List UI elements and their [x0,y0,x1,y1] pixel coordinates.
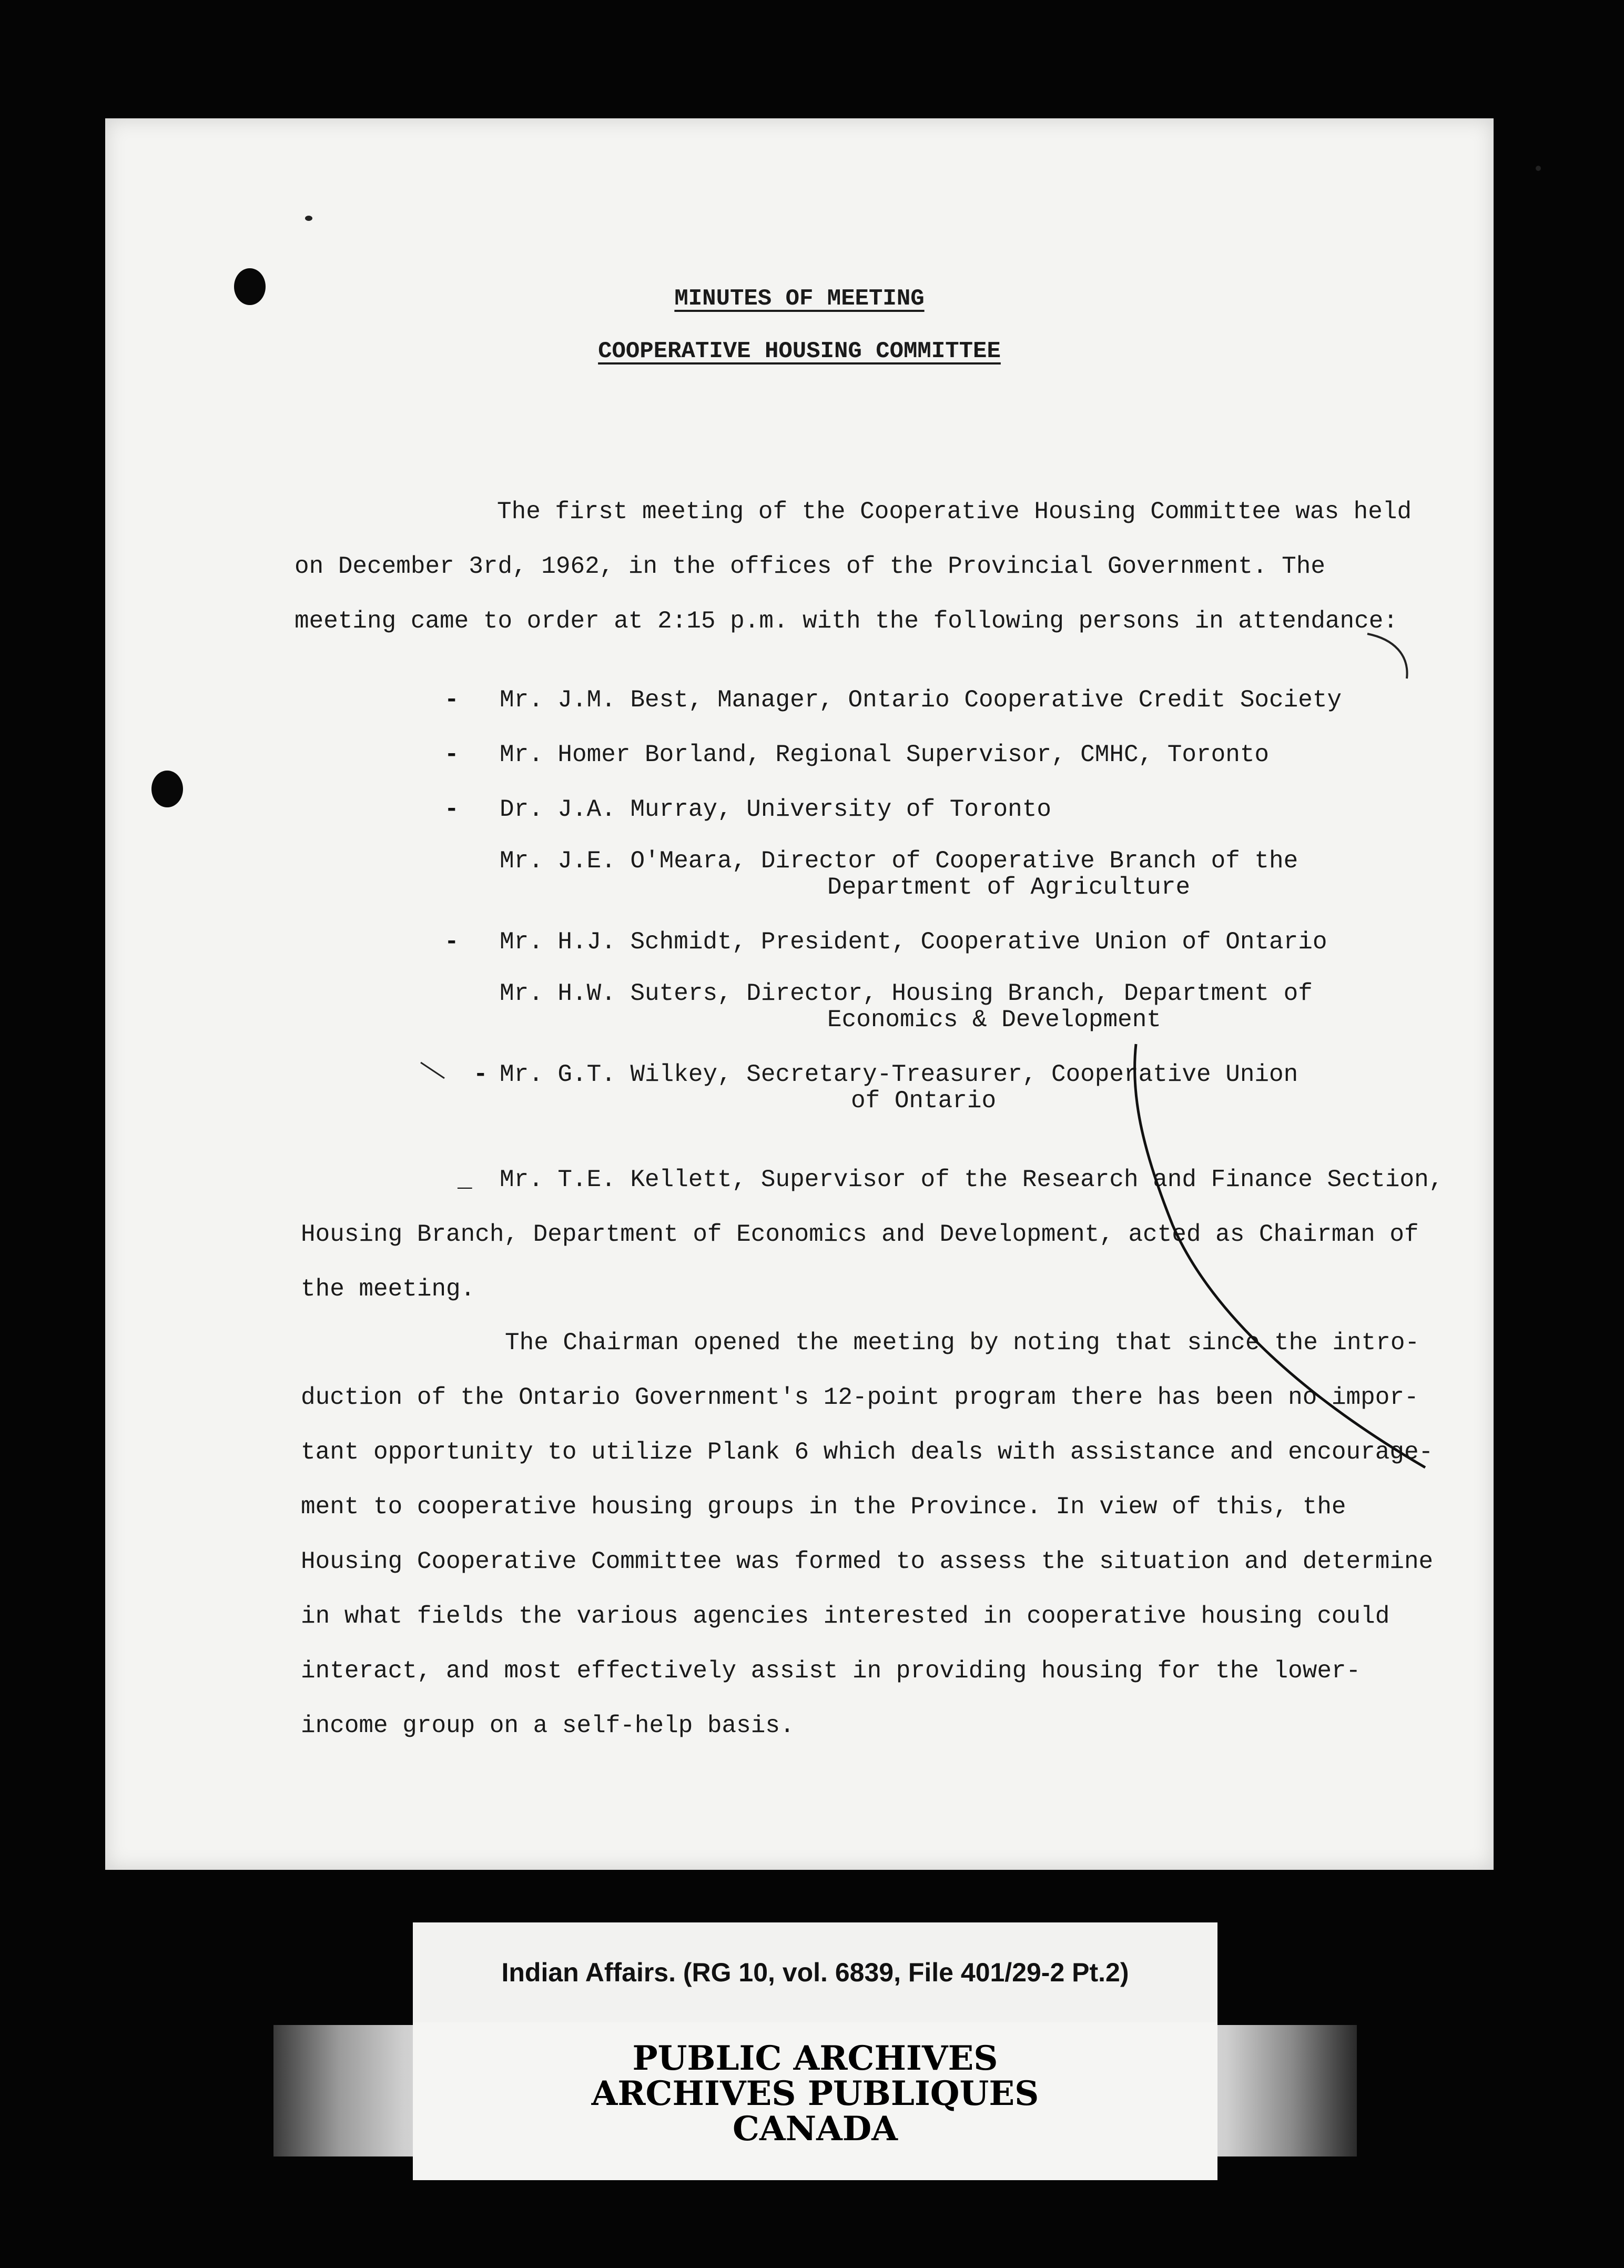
attendee-line: Department of Agriculture [827,874,1191,901]
stamp-line: ARCHIVES PUBLIQUES [591,2074,1039,2114]
attendee-line: Mr. J.M. Best, Manager, Ontario Cooperative Credit Society [500,686,1342,714]
body-line: ment to cooperative housing groups in the Province. In view of this, the [301,1493,1346,1521]
attendee-line: of Ontario [851,1087,997,1115]
intro-line: meeting came to order at 2:15 p.m. with the following persons in attendance: [295,608,1398,635]
attendee-mark: - [444,796,459,823]
document-title: MINUTES OF MEETING [674,286,925,312]
attendee-line: Dr. J.A. Murray, University of Toronto [500,796,1051,823]
intro-line: The first meeting of the Cooperative Housing Committee was held [497,498,1412,525]
attendee-mark: - [444,686,459,714]
stamp-line: PUBLIC ARCHIVES [632,2039,998,2078]
archives-stamp [413,2041,1217,2147]
body-line: Housing Cooperative Committee was formed to assess the situation and determine [301,1548,1434,1575]
intro-line: on December 3rd, 1962, in the offices of the Provincial Government. The [295,553,1325,580]
attendee-line: Mr. G.T. Wilkey, Secretary-Treasurer, Cooperative Union [500,1061,1298,1088]
chairman-line: Mr. T.E. Kellett, Supervisor of the Research and Finance Section, [500,1166,1444,1193]
body-line: The Chairman opened the meeting by noting that since the intro- [505,1329,1420,1356]
body-line: duction of the Ontario Government's 12-point program there has been no impor- [301,1384,1419,1411]
attendee-line: Mr. J.E. O'Meara, Director of Cooperative Branch of the [500,847,1298,875]
archive-label-text: Indian Affairs. (RG 10, vol. 6839, File 401/29-2 Pt.2) [501,1958,1129,1987]
body-line: income group on a self-help basis. [301,1712,795,1739]
attendee-line: Mr. Homer Borland, Regional Supervisor, CMHC, Toronto [500,741,1270,768]
attendee-line: Economics & Development [827,1006,1161,1034]
attendee-line: Mr. H.W. Suters, Director, Housing Branch, Department of [500,980,1313,1007]
chairman-mark: _ [458,1166,472,1193]
attendee-mark: - [444,928,459,956]
body-line: tant opportunity to utilize Plank 6 which deals with assistance and encourage- [301,1439,1434,1466]
chairman-line: Housing Branch, Department of Economics and Development, acted as Chairman of [301,1221,1419,1248]
document-subtitle: COOPERATIVE HOUSING COMMITTEE [598,338,1001,364]
attendee-mark: - [473,1061,488,1088]
attendee-line: Mr. H.J. Schmidt, President, Cooperative Union of Ontario [500,928,1327,956]
body-line: interact, and most effectively assist in providing housing for the lower- [301,1657,1361,1685]
body-line: in what fields the various agencies interested in cooperative housing could [301,1603,1390,1630]
chairman-line: the meeting. [301,1275,475,1303]
archive-label [413,1922,1217,2022]
stamp-line: CANADA [733,2109,898,2149]
attendee-mark: - [444,741,459,768]
